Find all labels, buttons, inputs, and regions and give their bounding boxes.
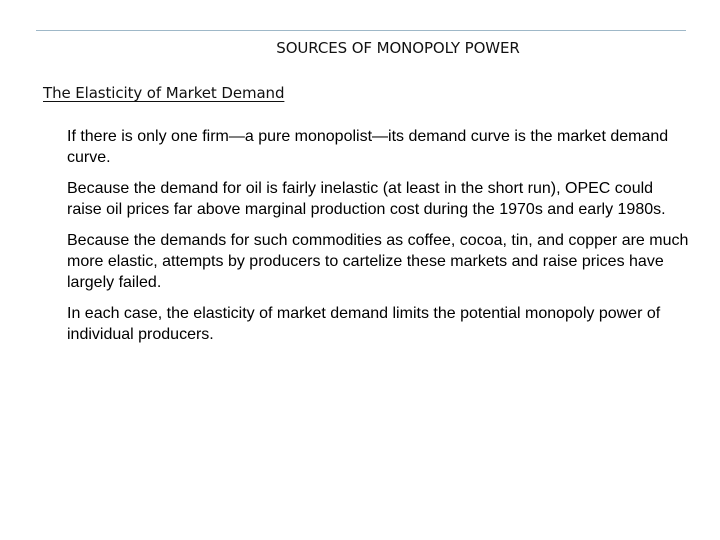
body-paragraphs (67, 126, 692, 355)
paragraph-conclusion: In each case, the elasticity of market demand limits the potential monopoly power of individual producers. (67, 305, 661, 343)
paragraph-opec-oil: Because the demand for oil is fairly inelastic (at least in the short run), OPEC could raise oil prices far above marginal production cost during the 1970s and early 1980s. (67, 180, 666, 218)
header-divider (36, 30, 686, 31)
paragraph-commodities: Because the demands for such commodities as coffee, cocoa, tin, and copper are much more elastic, attempts by producers to cartelize these markets and raise prices have largely failed. (67, 232, 689, 291)
slide-title: SOURCES OF MONOPOLY POWER (276, 39, 520, 57)
paragraph-monopolist-demand: If there is only one firm—a pure monopolist—its demand curve is the market demand curve. (67, 128, 669, 166)
section-heading: The Elasticity of Market Demand (43, 84, 285, 102)
